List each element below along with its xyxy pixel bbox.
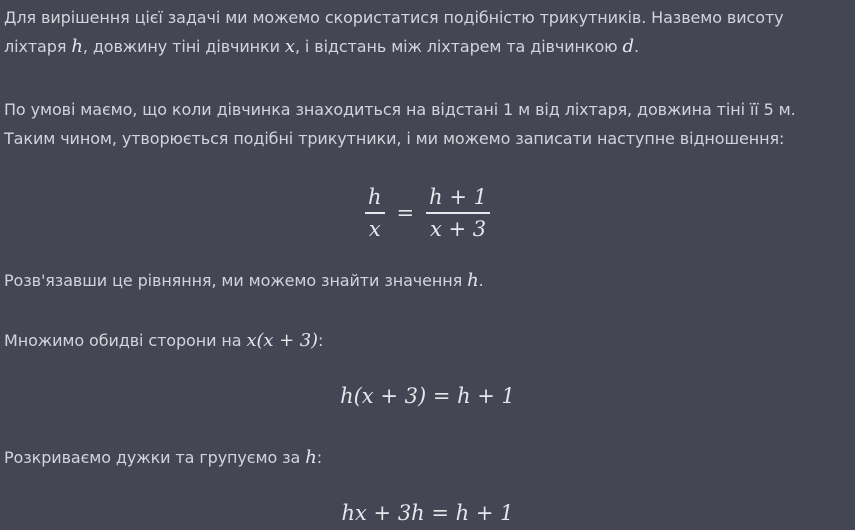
paragraph-solve (4, 266, 847, 295)
fraction-left-denominator: x (368, 216, 381, 241)
multiply-text: Множимо обидві сторони на (4, 331, 247, 350)
expand-end: : (316, 448, 323, 467)
paragraph-intro (4, 3, 847, 61)
math-var-h: h (71, 36, 83, 57)
math-var-x: x (284, 36, 295, 57)
intro-line-1: Для вирішення цієї задачі ми можемо скористатися подібністю трикутників. Назвемо висоту (4, 8, 784, 27)
fraction-right-numerator: h + 1 (429, 185, 487, 210)
fraction-left-numerator: h (368, 185, 382, 210)
equals-sign: = (396, 200, 415, 225)
condition-line-2: Таким чином, утворюється подібні трикутники, і ми можемо записати наступне відношення: (4, 129, 785, 148)
math-var-h: h (305, 447, 317, 468)
intro-line-2-end: . (633, 37, 639, 56)
equation-multiplied: h(x + 3) = h + 1 (340, 384, 515, 408)
paragraph-multiply (4, 326, 847, 355)
intro-line-2-mid2: , і відстань між ліхтарем та дівчинкою (294, 37, 623, 56)
intro-line-2-start: ліхтаря (4, 37, 72, 56)
fraction-right-denominator: x + 3 (429, 216, 487, 241)
equation-proportion (0, 178, 855, 248)
paragraph-condition (4, 95, 847, 153)
fraction-right (426, 182, 490, 244)
expand-text: Розкриваємо дужки та групуємо за (4, 448, 306, 467)
paragraph-expand (4, 443, 847, 472)
equation-expanded: hx + 3h = h + 1 (341, 501, 514, 525)
intro-line-2-mid: , довжину тіні дівчинки (82, 37, 285, 56)
fraction-left (365, 182, 385, 244)
solve-end: . (478, 271, 484, 290)
math-var-h: h (467, 270, 479, 291)
math-var-d: d (622, 36, 634, 57)
solve-text: Розв'язавши це рівняння, ми можемо знайти значення (4, 271, 468, 290)
math-expr-multiplier: x(x + 3) (246, 330, 318, 351)
multiply-end: : (317, 331, 324, 350)
condition-line-1: По умові маємо, що коли дівчинка знаходиться на відстані 1 м від ліхтаря, довжина тіні її 5 м. (4, 100, 796, 119)
